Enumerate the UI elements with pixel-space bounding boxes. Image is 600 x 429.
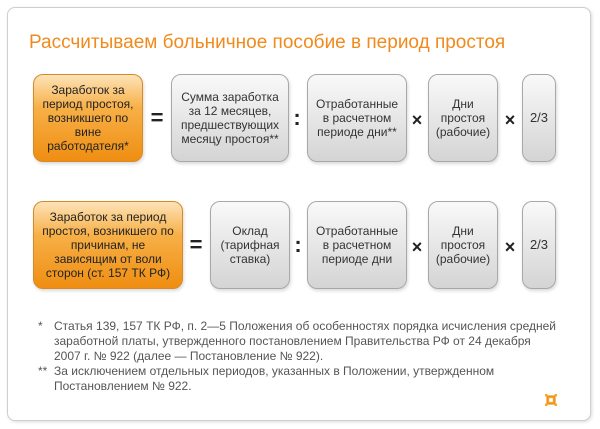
page-title: Рассчитываем больничное пособие в период простоя	[29, 32, 506, 53]
footnote-2-mark: **	[38, 364, 48, 378]
row1-earnings-label: Сумма заработка за 12 месяцев, предшествующих месяцу простоя**	[180, 90, 280, 146]
row1-worked-days-label: Отработанные в расчетном периоде дни**	[315, 97, 399, 139]
row2-worked-days-label: Отработанные в расчетном периоде дни	[315, 224, 399, 266]
row2-idle-days-label: Дни простоя (рабочие)	[435, 224, 491, 266]
row1-result-label: Заработок за период простоя, возникшего по вине работодателя*	[42, 83, 134, 153]
row2-salary-box	[210, 201, 290, 289]
row2-worked-days-box	[307, 201, 407, 289]
row1-idle-days-label: Дни простоя (рабочие)	[435, 97, 491, 139]
row2-factor-box	[522, 201, 556, 289]
footnotes	[38, 319, 558, 394]
row1-result-box	[33, 74, 143, 162]
row1-multiply-sign-2: ×	[504, 110, 516, 130]
row2-equals-sign: =	[189, 232, 203, 257]
row1-divide-sign: :	[293, 105, 301, 130]
row1-idle-days-box	[428, 74, 498, 162]
row2-idle-days-box	[428, 201, 498, 289]
orange-star-icon	[545, 394, 557, 406]
row1-equals-sign: =	[150, 105, 164, 130]
row2-divide-sign: :	[294, 232, 302, 257]
row2-salary-label: Оклад (тарифная ставка)	[220, 224, 280, 266]
row1-factor-box	[522, 74, 556, 162]
row2-multiply-sign-1: ×	[411, 237, 423, 257]
row2-result-label: Заработок за период простоя, возникшего по причинам, не зависящим от воли сторон (ст. 157 ТК РФ)	[42, 210, 174, 280]
footnote-2-text: За исключением отдельных периодов, указанных в Положении, утвержденном Постановлением № 922.	[54, 364, 495, 393]
footnote-1-mark: *	[38, 319, 43, 333]
row1-earnings-box	[171, 74, 289, 162]
row1-worked-days-box	[307, 74, 407, 162]
row1-multiply-sign-1: ×	[411, 110, 423, 130]
footnote-2	[38, 364, 558, 394]
footnote-1	[38, 319, 558, 364]
footnote-1-text: Статья 139, 157 ТК РФ, п. 2—5 Положения об особенностях порядка исчисления средней заработной платы, утвержденного постановлением Правительства РФ от 24 декабря 2007 г. № 922 (далее — Постановление № 922).	[54, 319, 557, 363]
row2-multiply-sign-2: ×	[504, 237, 516, 257]
row1-factor-label: 2/3	[529, 110, 549, 125]
row2-result-box	[33, 201, 183, 289]
row2-factor-label: 2/3	[529, 237, 549, 252]
